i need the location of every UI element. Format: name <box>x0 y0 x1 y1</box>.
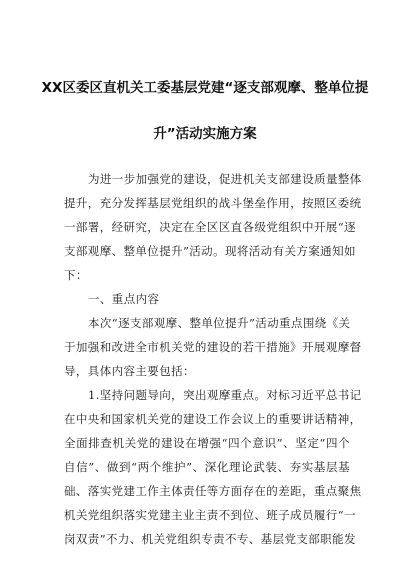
paragraph-line: 下： <box>64 268 88 282</box>
document-title-line-2: 升”活动实施方案 <box>153 126 257 142</box>
paragraph-line: 自信”、做到“两个维护”、深化理论武装、夯实基层基 <box>64 460 350 474</box>
paragraph-line: 本次“逐支部观摩、整单位提升”活动重点围绕《关 <box>88 316 351 330</box>
paragraph-line: 一部署，经研究，决定在全区区直各级党组织中开展“逐 <box>64 220 356 234</box>
paragraph-line: 在中央和国家机关党的建设工作会议上的重要讲话精神， <box>64 412 362 426</box>
paragraph-line: 础、落实党建工作主体责任等方面存在的差距，重点聚焦 <box>64 484 362 498</box>
paragraph-line: 支部观摩、整单位提升”活动。现将活动有关方案通知如 <box>64 244 356 258</box>
document-title-line-1: XX区委区直机关工委基层党建“逐支部观摩、整单位提 <box>41 80 369 96</box>
section-heading: 一、重点内容 <box>88 292 160 306</box>
paragraph-line: 于加强和改进全市机关党的建设的若干措施》开展观摩督 <box>64 340 362 354</box>
paragraph-line: 提升，充分发挥基层党组织的战斗堡垒作用，按照区委统 <box>64 196 362 210</box>
paragraph-line: 导，具体内容主要包括： <box>64 364 195 378</box>
paragraph-line: 机关党组织落实党建主业主责不到位、班子成员履行“一 <box>64 508 356 522</box>
paragraph-line: 1.坚持问题导向，突出观摩重点。对标习近平总书记 <box>88 388 362 402</box>
paragraph-line: 岗双责”不力、机关党组织专责不专、基层党支部职能发 <box>64 532 356 546</box>
paragraph-line: 全面排查机关党的建设在增强“四个意识”、坚定“四个 <box>64 436 350 450</box>
paragraph-line: 为进一步加强党的建设，促进机关支部建设质量整体 <box>88 172 362 186</box>
